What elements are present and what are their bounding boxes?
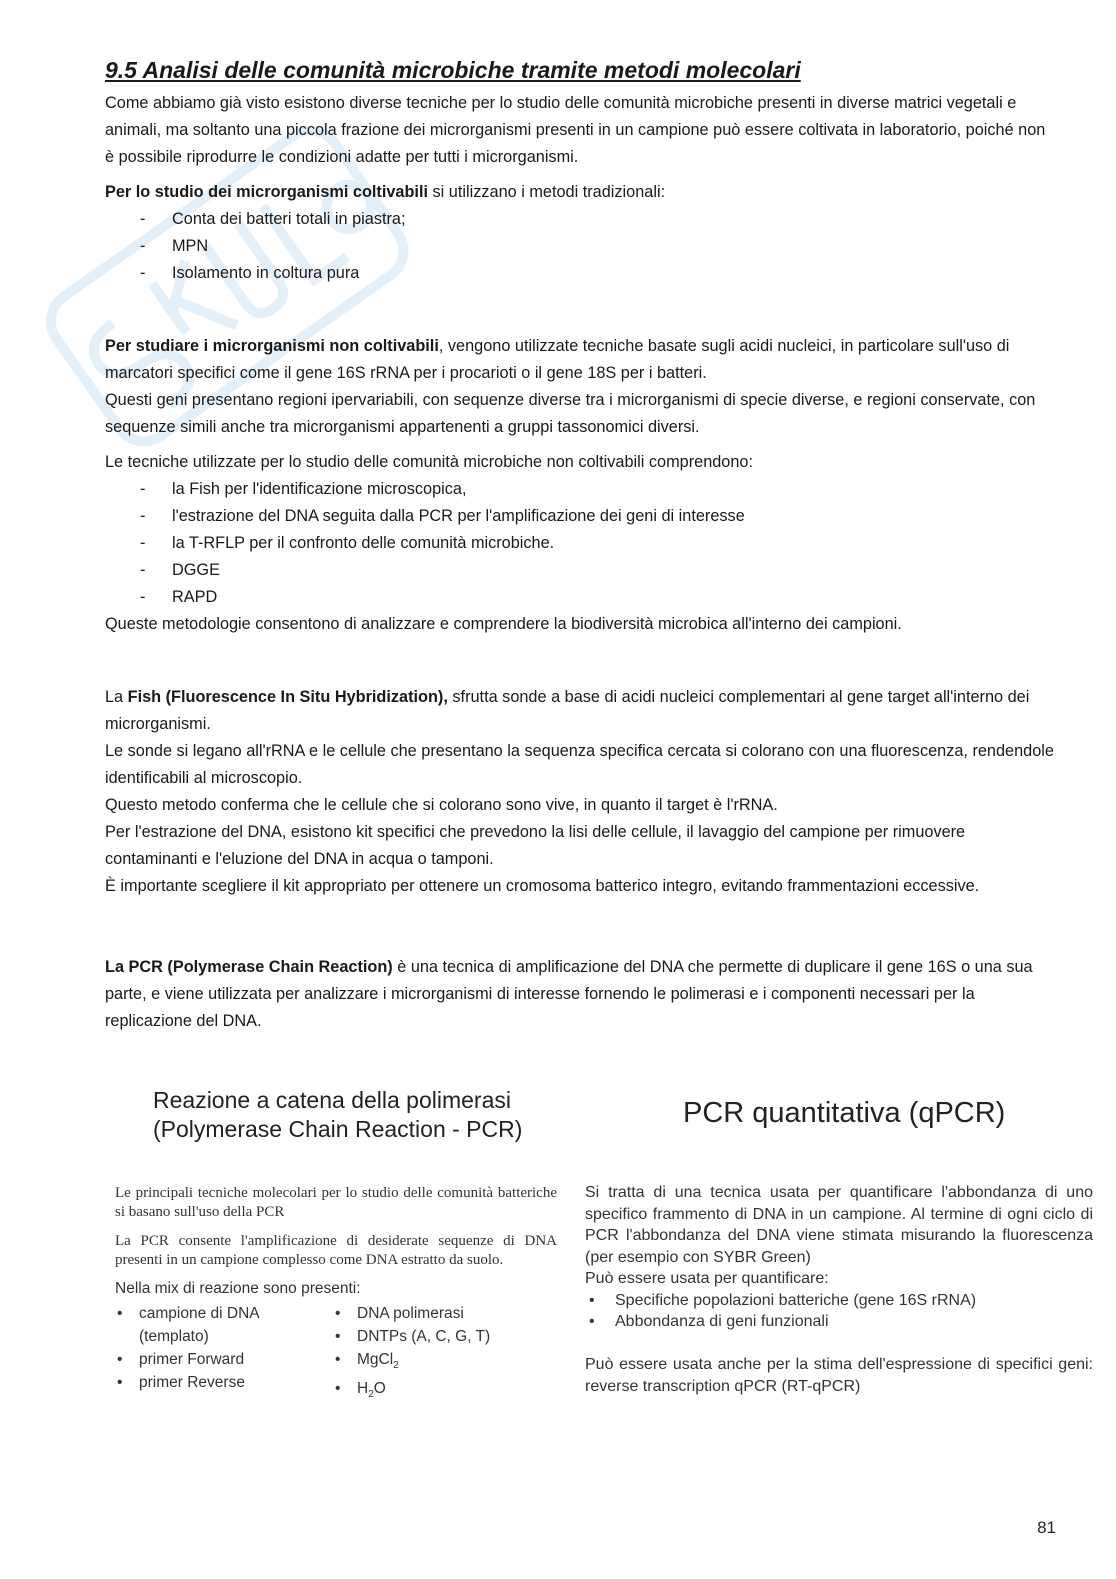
water-h: H — [357, 1380, 369, 1398]
page-number: 81 — [1037, 1518, 1056, 1537]
mix-item: • primer Forward — [115, 1348, 260, 1371]
qpcr-slide — [585, 1080, 1100, 1414]
dna-extraction-paragraph: Per l'estrazione del DNA, esistono kit specifici che prevedono la lisi delle cellule, il lavaggio del campione per rimuovere contaminanti e l'eluzione del DNA in acqua o tamponi. — [105, 823, 966, 868]
list-item: - DGGE — [105, 557, 1055, 584]
list-item: • Abbondanza di geni funzionali — [585, 1311, 1100, 1333]
pcr-rest: è una tecnica di amplificazione del DNA che permette di duplicare il gene 16S o una sua parte, e viene utilizzata per analizzare i microrganismi di interesse fornendo le polimerasi e i componenti necessari per la replicazione del DNA. — [105, 958, 1033, 1030]
pcr-slide — [105, 1080, 560, 1401]
cultivable-lead-rest: si utilizzano i metodi tradizionali: — [428, 183, 666, 201]
mix-title: Nella mix di reazione sono presenti: — [115, 1280, 361, 1297]
fish-rest: sfrutta sonde a base di acidi nucleici complementari al gene target all'interno dei microrganismi. — [105, 688, 1030, 733]
mix-item-water — [333, 1377, 490, 1406]
intro-paragraph: Come abbiamo già visto esistono diverse tecniche per lo studio delle comunità microbiche presenti in diverse matrici vegetali e animali, ma soltanto una piccola frazione dei microrganismi presenti in un campione può essere coltivata in laboratorio, poiché non è possibile riprodurre le condizioni adatte per tutti i microrganismi. — [105, 94, 1046, 166]
noncultivable-paragraph — [105, 333, 1055, 387]
mgcl-subscript: 2 — [393, 1360, 399, 1372]
list-item: - Isolamento in coltura pura — [105, 260, 1055, 287]
mix-item-text: (templato) — [139, 1328, 209, 1345]
pcr-slide-title-line1: Reazione a catena della polimerasi — [153, 1087, 511, 1113]
mix-column-2 — [333, 1302, 490, 1406]
list-item: • Specifiche popolazioni batteriche (gene 16S rRNA) — [585, 1290, 1100, 1312]
list-item: - Conta dei batteri totali in piastra; — [105, 206, 1055, 233]
list-item: - l'estrazione del DNA seguita dalla PCR per l'amplificazione dei geni di interesse — [105, 503, 1055, 530]
document-page — [105, 56, 1055, 1035]
pcr-slide-title-line2: (Polymerase Chain Reaction - PCR) — [153, 1116, 523, 1142]
fish-live-paragraph: Questo metodo conferma che le cellule che si colorano sono vive, in quanto il target è l'rRNA. — [105, 796, 778, 814]
pcr-slide-title — [153, 1086, 560, 1144]
pcr-bold: La PCR (Polymerase Chain Reaction) — [105, 958, 393, 976]
qpcr-expression-note: Può essere usata anche per la stima dell'espressione di specifici geni: reverse transcription qPCR (RT-qPCR) — [585, 1355, 1093, 1395]
cultivable-methods-list — [105, 206, 1055, 287]
mix-item: • DNTPs (A, C, G, T) — [333, 1325, 490, 1348]
mix-components — [115, 1302, 560, 1401]
mix-item: • DNA polimerasi — [333, 1302, 490, 1325]
cultivable-lead-bold: Per lo studio dei microrganismi coltivabili — [105, 183, 428, 201]
pcr-paragraph — [105, 954, 1055, 1035]
noncultivable-lead-bold: Per studiare i microrganismi non coltivabili — [105, 337, 439, 355]
techniques-list — [105, 476, 1055, 611]
fish-paragraph — [105, 684, 1055, 738]
qpcr-description: Si tratta di una tecnica usata per quantificare l'abbondanza di uno specifico frammento di DNA in un campione. Al termine di ogni ciclo di PCR l'abbondanza del DNA viene stimata misurando la fluorescenza (per esempio con SYBR Green) — [585, 1184, 1093, 1266]
list-item: - la T-RFLP per il confronto delle comunità microbiche. — [105, 530, 1055, 557]
mgcl-text: MgCl — [357, 1351, 394, 1368]
qpcr-slide-title: PCR quantitativa (qPCR) — [683, 1097, 1006, 1129]
list-item: - MPN — [105, 233, 1055, 260]
qpcr-quantify-lead: Può essere usata per quantificare: — [585, 1270, 829, 1287]
list-item: - la Fish per l'identificazione microscopica, — [105, 476, 1055, 503]
mix-item-mgcl2 — [333, 1348, 490, 1377]
water-o: O — [373, 1380, 386, 1398]
techniques-intro: Le tecniche utilizzate per lo studio delle comunità microbiche non coltivabili comprendono: — [105, 453, 753, 471]
mix-item: • campione di DNA — [115, 1302, 260, 1325]
mix-column-1 — [115, 1302, 260, 1394]
pcr-slide-intro2: La PCR consente l'amplificazione di desiderate sequenze di DNA presenti in un campione complesso come DNA estratto da suolo. — [115, 1233, 557, 1268]
mix-item-continuation — [115, 1325, 260, 1348]
fish-bold: Fish (Fluorescence In Situ Hybridization), — [127, 688, 448, 706]
noncultivable-lead-rest: , vengono utilizzate tecniche basate sugli acidi nucleici, in particolare sull'uso di marcatori specifici come il gene 16S rRNA per i procarioti o il gene 18S per i batteri. — [105, 337, 1010, 382]
cultivable-lead — [105, 179, 1055, 206]
list-item: - RAPD — [105, 584, 1055, 611]
kit-paragraph: È importante scegliere il kit appropriato per ottenere un cromosoma batterico integro, evitando frammentazioni eccessive. — [105, 877, 980, 895]
mix-item: • primer Reverse — [115, 1371, 260, 1394]
qpcr-quantify-list — [585, 1290, 1100, 1333]
water-subscript: 2 — [368, 1389, 374, 1401]
genes-paragraph: Questi geni presentano regioni ipervariabili, con sequenze diverse tra i microrganismi di specie diverse, e regioni conservate, con sequenze simili anche tra microrganismi appartenenti a gruppi tassonomici diversi. — [105, 391, 1036, 436]
slides-figure — [105, 1080, 1100, 1440]
section-heading: 9.5 Analisi delle comunità microbiche tramite metodi molecolari — [105, 57, 801, 83]
pcr-slide-intro1: Le principali tecniche molecolari per lo studio delle comunità batteriche si basano sull'uso della PCR — [115, 1185, 557, 1220]
fish-pre: La — [105, 688, 128, 706]
techniques-outro: Queste metodologie consentono di analizzare e comprendere la biodiversità microbica all'interno dei campioni. — [105, 615, 902, 633]
fish-probes-paragraph: Le sonde si legano all'rRNA e le cellule che presentano la sequenza specifica cercata si colorano con una fluorescenza, rendendole identificabili al microscopio. — [105, 742, 1054, 787]
